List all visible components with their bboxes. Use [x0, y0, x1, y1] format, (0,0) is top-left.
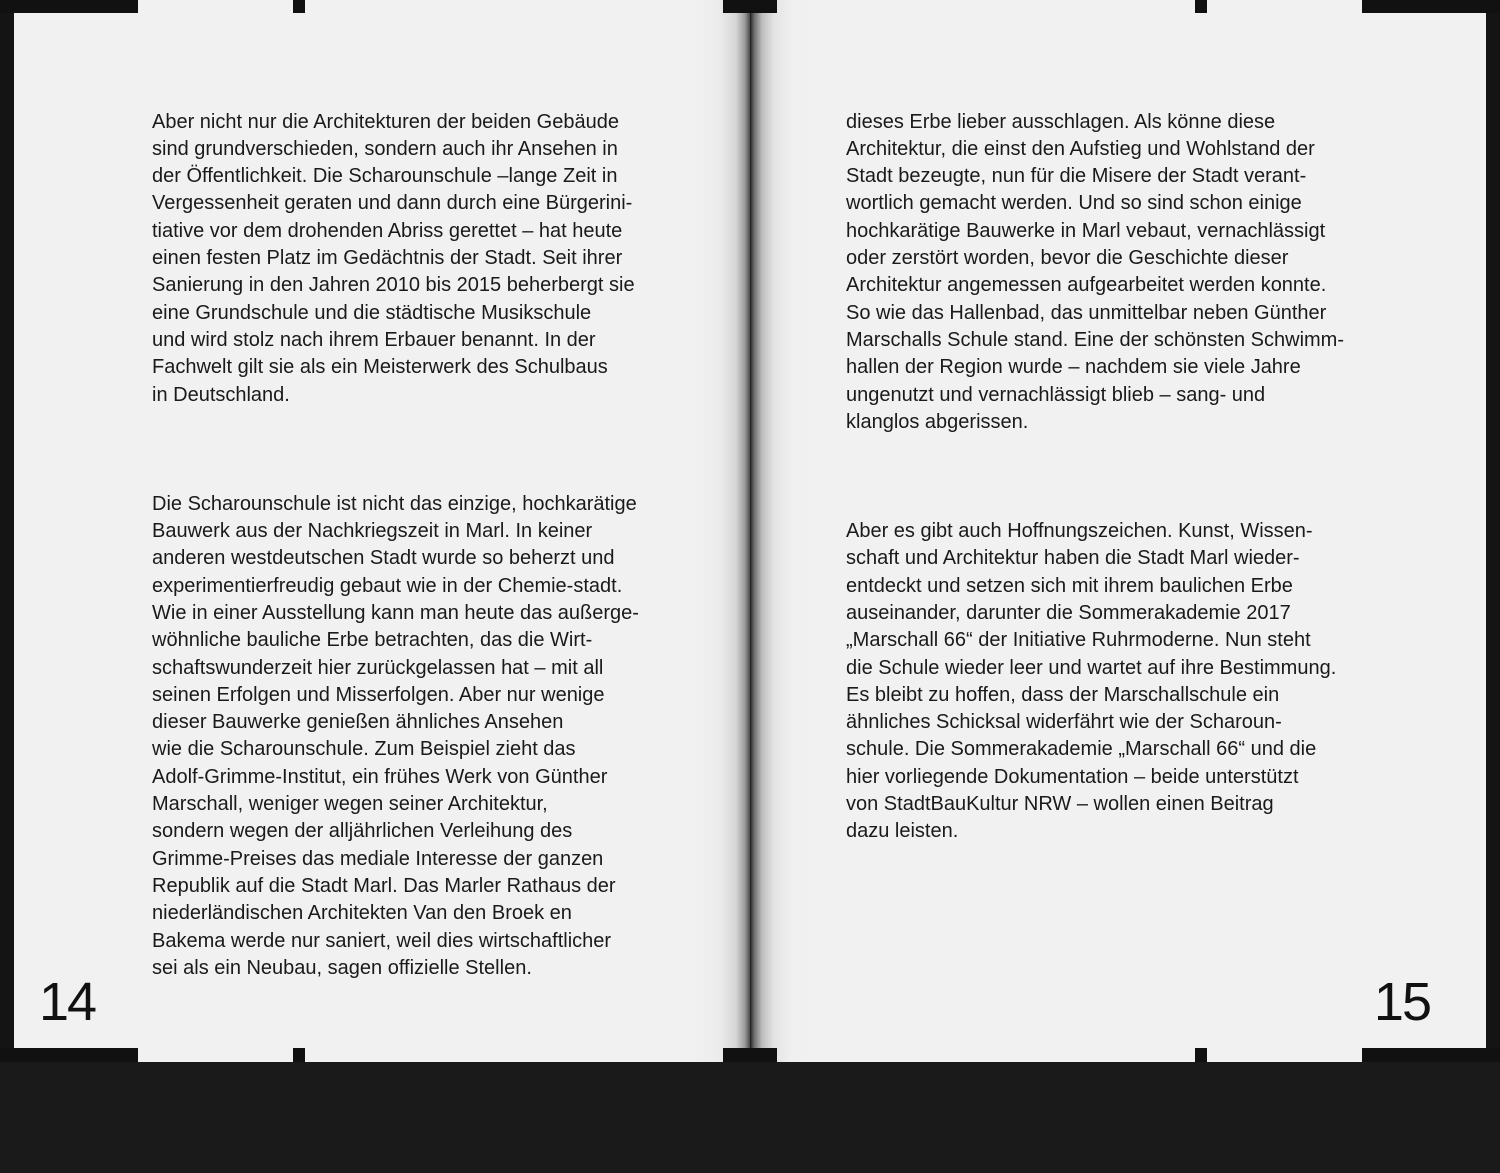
right-paragraph-1: dieses Erbe lieber ausschlagen. Als könne diese Architektur, die einst den Aufstieg und Wohlstand der Stadt bezeugte, nun für die Misere der Stadt verant- wortlich gemacht werden. Und so sind schon einige hochkarätige Bauwerke in Marl vebaut, vernachlässigt oder zerstört worden, bevor die Geschichte dieser Architektur angemessen aufgearbeitet werden konnte. So wie das Hallenbad, das unmittelbar neben Günther Marschalls Schule stand. Eine der schönsten Schwimm- hallen der Region wurde – nachdem sie viele Jahre ungenutzt und vernachlässigt blieb – sang- und klanglos abgerissen.: [846, 110, 1344, 433]
left-page-number: 14: [39, 972, 96, 1032]
crop-mark-bottom-left: [0, 1048, 138, 1062]
left-page: [14, 0, 750, 1116]
right-page: [750, 0, 1486, 1062]
right-paragraph-2: Aber es gibt auch Hoffnungszeichen. Kunst, Wissen- schaft und Architektur haben die Stadt Marl wieder- entdeckt und setzen sich mit ihrem baulichen Erbe auseinander, darunter die Sommerakademie 2017 „Marschall 66“ der Initiative Ruhrmoderne. Nun steht die Schule wieder leer und wartet auf ihre Bestimmung. Es bleibt zu hoffen, dass der Marschallschule ein ähnliches Schicksal widerfährt wie der Scharoun- schule. Die Sommerakademie „Marschall 66“ und die hier vorliegende Dokumentation – beide unterstützt von StadtBauKultur NRW – wollen einen Beitrag dazu leisten.: [846, 520, 1337, 843]
crop-mark-bottom-left-inner: [293, 1048, 305, 1062]
left-paragraph-1: Aber nicht nur die Architekturen der beiden Gebäude sind grundverschieden, sondern auch ihr Ansehen in der Öffentlichkeit. Die Scharounschule –lange Zeit in Vergessenheit geraten und dann durch eine Bürgerini- tiative vor dem drohenden Abriss gerettet – hat heute einen festen Platz im Gedächtnis der Stadt. Seit ihrer Sanierung in den Jahren 2010 bis 2015 beherbergt sie eine Grundschule und die städtische Musikschule und wird stolz nach ihrem Erbauer benannt. In der Fachwelt gilt sie als ein Meisterwerk des Schulbaus in Deutschland.: [152, 110, 635, 406]
crop-mark-top-center: [723, 0, 777, 13]
crop-mark-top-right: [1362, 0, 1500, 13]
right-page-body: [846, 54, 1344, 900]
crop-mark-bottom-center: [723, 1048, 777, 1062]
crop-mark-bottom-right-inner: [1195, 1048, 1207, 1062]
crop-mark-bottom-right: [1362, 1048, 1500, 1062]
crop-mark-top-left: [0, 0, 138, 13]
crop-mark-top-left-inner: [293, 0, 305, 13]
left-page-body: [152, 54, 639, 1173]
right-page-number: 15: [1373, 972, 1430, 1032]
left-paragraph-3: Stolz ist man hier nicht auf sein bauliches Erbe. Viele Marler und Marlerinnen würden, wenn sie könnten,: [152, 1065, 622, 1116]
left-paragraph-2: Die Scharounschule ist nicht das einzige, hochkarätige Bauwerk aus der Nachkriegszeit in Marl. In keiner anderen westdeutschen Stadt wurde so beherzt und experimentierfreudig gebaut wie in der Chemie-stadt. Wie in einer Ausstellung kann man heute das außerge- wöhnliche bauliche Erbe betrachten, das die Wirt- schaftswunderzeit hier zurückgelassen hat – mit all seinen Erfolgen und Misserfolgen. Aber nur wenige dieser Bauwerke genießen ähnliches Ansehen wie die Scharounschule. Zum Beispiel zieht das Adolf-Grimme-Institut, ein frühes Werk von Günther Marschall, weniger wegen seiner Architektur, sondern wegen der alljährlichen Verleihung des Grimme-Preises das mediale Interesse der ganzen Republik auf die Stadt Marl. Das Marler Rathaus der niederländischen Architekten Van den Broek en Bakema werde nur saniert, weil dies wirtschaftlicher sei als ein Neubau, sagen offizielle Stellen.: [152, 492, 639, 979]
crop-mark-top-right-inner: [1195, 0, 1207, 13]
